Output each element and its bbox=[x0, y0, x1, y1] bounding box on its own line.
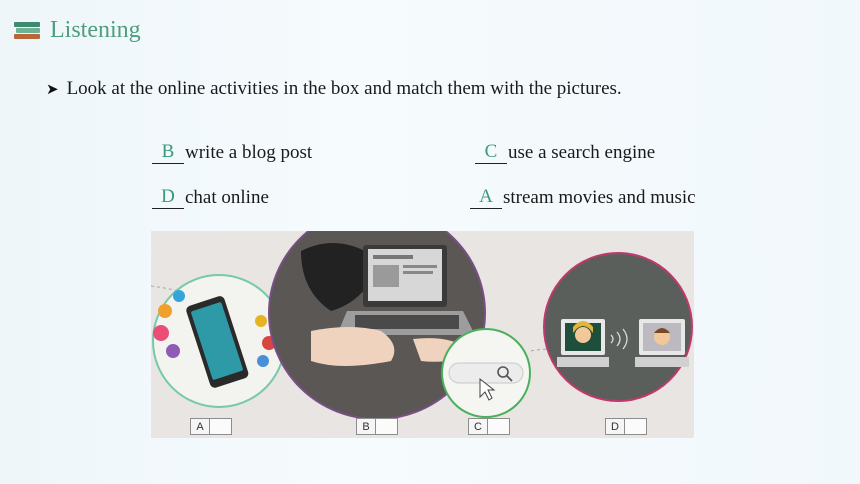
books-icon bbox=[14, 20, 42, 40]
section-header bbox=[14, 14, 141, 46]
label-letter: D bbox=[605, 418, 625, 435]
answer-blank[interactable]: A bbox=[470, 186, 502, 209]
label-answer-box[interactable] bbox=[210, 418, 232, 435]
section-title: Listening bbox=[50, 16, 141, 43]
activity-text: write a blog post bbox=[185, 142, 313, 163]
label-answer-box[interactable] bbox=[625, 418, 647, 435]
match-item-blog bbox=[152, 141, 312, 164]
picture-label-c bbox=[468, 418, 510, 435]
picture-label-d bbox=[605, 418, 647, 435]
picture-c-search-box bbox=[442, 329, 530, 417]
picture-label-a bbox=[190, 418, 232, 435]
instruction-line bbox=[46, 78, 622, 100]
match-item-search bbox=[475, 141, 655, 164]
activity-text: stream movies and music bbox=[503, 187, 696, 208]
label-answer-box[interactable] bbox=[376, 418, 398, 435]
activities-picture bbox=[151, 231, 694, 438]
answer-blank[interactable]: C bbox=[475, 141, 507, 164]
answer-blank[interactable]: B bbox=[152, 141, 184, 164]
match-item-chat bbox=[152, 186, 269, 209]
label-letter: C bbox=[468, 418, 488, 435]
picture-a-smartphone bbox=[153, 275, 285, 407]
activities-illustration bbox=[151, 231, 694, 438]
label-letter: B bbox=[356, 418, 376, 435]
activity-text: use a search engine bbox=[508, 142, 656, 163]
activity-text: chat online bbox=[185, 187, 269, 208]
answer-blank[interactable]: D bbox=[152, 186, 184, 209]
picture-d-chat bbox=[544, 253, 692, 401]
label-answer-box[interactable] bbox=[488, 418, 510, 435]
instruction-text: Look at the online activities in the box and match them with the pictures. bbox=[66, 78, 622, 99]
match-item-stream bbox=[470, 186, 696, 209]
label-letter: A bbox=[190, 418, 210, 435]
picture-label-b bbox=[356, 418, 398, 435]
arrow-bullet-icon: ➤ bbox=[46, 81, 59, 98]
